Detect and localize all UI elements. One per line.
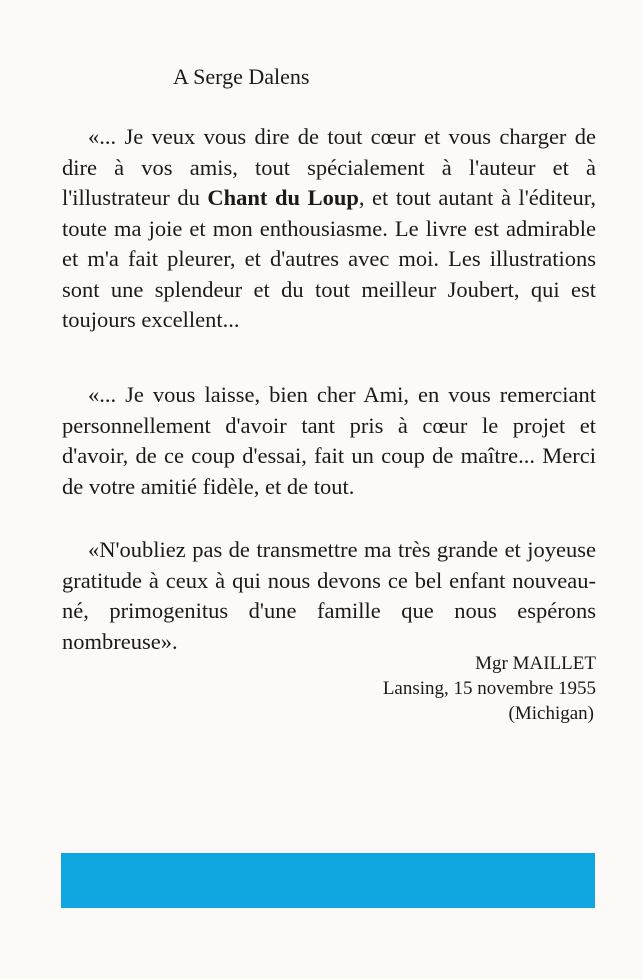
decorative-blue-bar (61, 853, 595, 908)
dedication: A Serge Dalens (173, 64, 310, 89)
book-title: Chant du Loup (207, 185, 359, 210)
letter-paragraph-2: «... Je vous laisse, bien cher Ami, en vous remerciant personnellement d'avoir tant pris à cœur le projet et d'avoir, de ce coup d'essai, fait un coup de maître... Merci de votre amitié fidèle, et de tout. (62, 382, 596, 499)
letter-paragraph-1 (62, 122, 596, 336)
letter-paragraph-3: «N'oubliez pas de transmettre ma très grande et joyeuse gratitude à ceux à qui nous devons ce bel enfant nouveau-né, primogenitus d'une famille que nous espérons nombreuse». (62, 537, 596, 654)
paragraph-1-text-end: , et tout autant à l'éditeur, toute ma joie et mon enthousiasme. Le livre est admirable et m'a fait pleurer, et d'autres avec moi. Les illustrations sont une splendeur et du tout meilleur Joubert, qui est toujours excellent... (62, 185, 596, 332)
signature-region: (Michigan) (508, 703, 594, 724)
signature-place-date: Lansing, 15 novembre 1955 (382, 678, 596, 699)
signature-name: Mgr MAILLET (475, 653, 596, 674)
paragraph-1-text-start: «... Je veux vous dire de tout cœur et vous charger de dire à vos amis, tout spécialement à l'auteur et à l'illustrateur du (62, 124, 596, 210)
